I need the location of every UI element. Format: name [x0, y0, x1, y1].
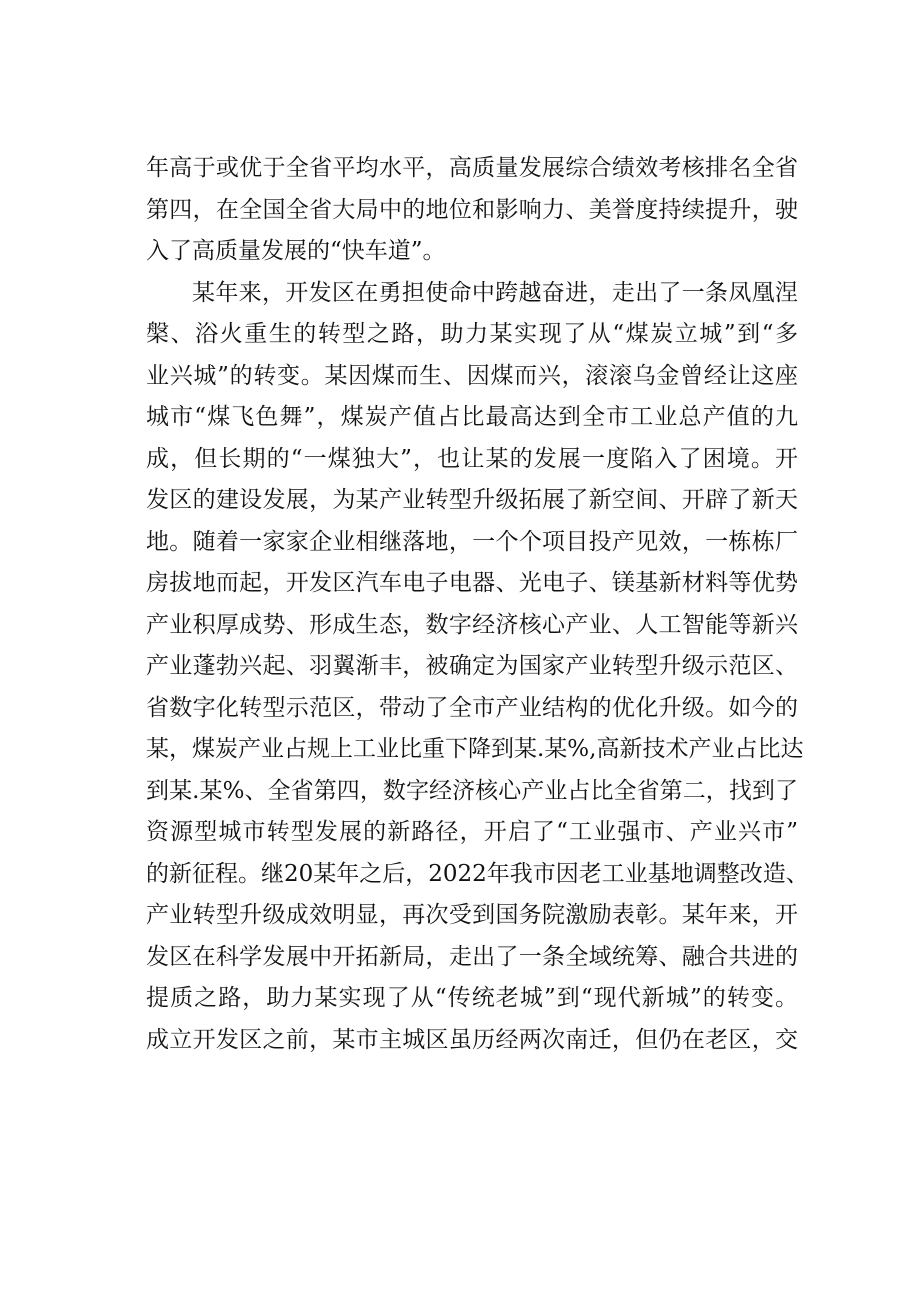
text-line: 成，但长期的“一煤独大”，也让某的发展一度陷入了困境。开: [146, 445, 798, 472]
text-line: 房拔地而起，开发区汽车电子电器、光电子、镁基新材料等优势: [146, 570, 798, 596]
body-text: [146, 148, 809, 1061]
text-line: 第四，在全国全省大局中的地位和影响力、美誉度持续提升，驶: [146, 196, 798, 223]
text-line: 资源型城市转型发展的新路径，开启了“工业强市、产业兴市”: [146, 819, 798, 845]
text-line: 提质之路，助力某实现了从“传统老城”到“现代新城”的转变。: [146, 985, 798, 1011]
text-line: 产业积厚成势、形成生态，数字经济核心产业、人工智能等新兴: [146, 611, 798, 638]
text-line: 入了高质量发展的“快车道”。: [146, 238, 446, 264]
text-line: 年高于或优于全省平均水平，高质量发展综合绩效考核排名全省: [146, 155, 798, 181]
text-line: 地。随着一家家企业相继落地，一个个项目投产见效，一栋栋厂: [146, 528, 798, 555]
text-line: 城市“煤飞色舞”，煤炭产值占比最高达到全市工业总产值的九: [146, 404, 798, 430]
text-line: 业兴城”的转变。某因煤而生、因煤而兴，滚滚乌金曾经让这座: [146, 362, 798, 389]
text-line: 产业转型升级成效明显，再次受到国务院激励表彰。某年来，开: [146, 902, 798, 928]
text-line: 槃、浴火重生的转型之路，助力某实现了从“煤炭立城”到“多: [146, 321, 798, 347]
text-line: 发区的建设发展，为某产业转型升级拓展了新空间、开辟了新天: [146, 487, 798, 513]
text-line: 省数字化转型示范区，带动了全市产业结构的优化升级。如今的: [146, 694, 798, 721]
text-line: 到某.某%、全省第四，数字经济核心产业占比全省第二，找到了: [146, 777, 798, 804]
text-line: 发区在科学发展中开拓新局，走出了一条全域统筹、融合共进的: [146, 943, 798, 970]
text-line: 成立开发区之前，某市主城区虽历经两次南迁，但仍在老区，交: [146, 1026, 798, 1053]
text-line: 产业蓬勃兴起、羽翼渐丰，被确定为国家产业转型升级示范区、: [146, 653, 798, 679]
text-line: 的新征程。继20某年之后，2022年我市因老工业基地调整改造、: [146, 860, 809, 887]
text-line: 某，煤炭产业占规上工业比重下降到某.某%,高新技术产业占比达: [146, 736, 804, 762]
text-line: 某年来，开发区在勇担使命中跨越奋进，走出了一条凤凰涅: [192, 279, 798, 306]
